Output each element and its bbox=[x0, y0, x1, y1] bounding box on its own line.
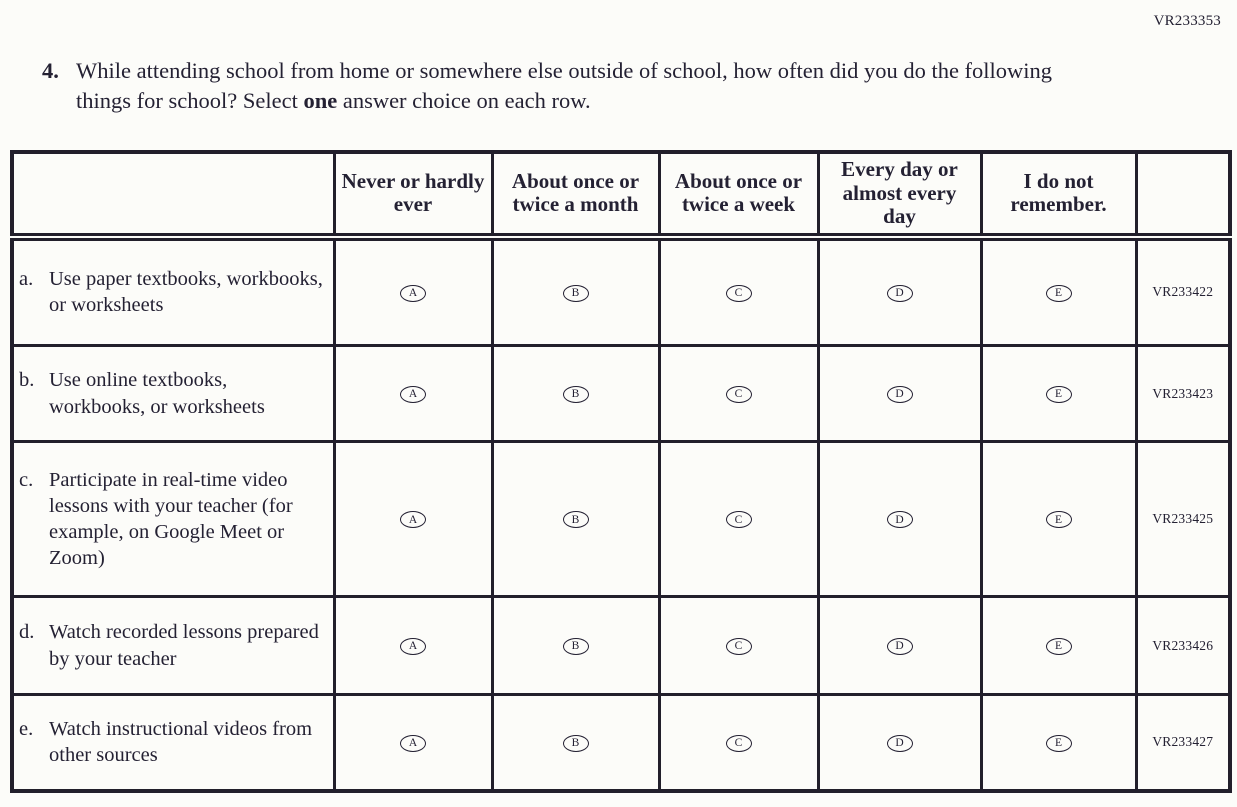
table-row bbox=[12, 597, 1230, 695]
answer-bubble-b[interactable]: B bbox=[563, 735, 589, 752]
answer-bubble-d[interactable]: D bbox=[887, 285, 913, 302]
option-cell bbox=[981, 597, 1136, 695]
option-cell bbox=[818, 597, 981, 695]
question-number: 4. bbox=[42, 58, 59, 83]
header-once-twice-week: About once or twice a week bbox=[659, 152, 818, 237]
header-once-twice-month: About once or twice a month bbox=[492, 152, 659, 237]
matrix-body bbox=[12, 237, 1230, 791]
option-cell bbox=[492, 346, 659, 442]
row-variable-code: VR233426 bbox=[1136, 597, 1230, 695]
answer-bubble-c[interactable]: C bbox=[726, 511, 752, 528]
row-variable-code: VR233427 bbox=[1136, 695, 1230, 791]
answer-bubble-e[interactable]: E bbox=[1046, 511, 1072, 528]
answer-bubble-d[interactable]: D bbox=[887, 386, 913, 403]
question-text bbox=[76, 56, 1112, 117]
option-cell bbox=[334, 237, 492, 346]
question-bold-word: one bbox=[303, 88, 338, 114]
row-label-cell bbox=[12, 237, 334, 346]
answer-bubble-c[interactable]: C bbox=[726, 638, 752, 655]
answer-bubble-c[interactable]: C bbox=[726, 386, 752, 403]
answer-bubble-a[interactable]: A bbox=[400, 285, 426, 302]
option-cell bbox=[492, 695, 659, 791]
option-cell bbox=[334, 695, 492, 791]
option-cell bbox=[334, 597, 492, 695]
answer-bubble-a[interactable]: A bbox=[400, 511, 426, 528]
header-never-or-hardly-ever: Never or hardly ever bbox=[334, 152, 492, 237]
option-cell bbox=[659, 695, 818, 791]
header-every-day: Every day or almost every day bbox=[818, 152, 981, 237]
row-label-text: Use online textbooks, workbooks, or worksheets bbox=[49, 369, 265, 418]
answer-bubble-b[interactable]: B bbox=[563, 285, 589, 302]
table-row bbox=[12, 237, 1230, 346]
row-label-text: Watch recorded lessons prepared by your teacher bbox=[49, 621, 319, 670]
option-cell bbox=[492, 442, 659, 597]
answer-bubble-e[interactable]: E bbox=[1046, 735, 1072, 752]
answer-bubble-b[interactable]: B bbox=[563, 386, 589, 403]
answer-bubble-d[interactable]: D bbox=[887, 735, 913, 752]
row-label-text: Use paper textbooks, workbooks, or worksheets bbox=[49, 268, 323, 317]
option-cell bbox=[818, 237, 981, 346]
answer-bubble-c[interactable]: C bbox=[726, 285, 752, 302]
option-cell bbox=[334, 442, 492, 597]
header-do-not-remember: I do not remember. bbox=[981, 152, 1136, 237]
row-label-cell bbox=[12, 695, 334, 791]
row-label-cell bbox=[12, 442, 334, 597]
option-cell bbox=[818, 346, 981, 442]
answer-bubble-a[interactable]: A bbox=[400, 735, 426, 752]
row-letter: e. bbox=[19, 718, 34, 741]
row-variable-code: VR233425 bbox=[1136, 442, 1230, 597]
answer-bubble-b[interactable]: B bbox=[563, 511, 589, 528]
option-cell bbox=[981, 695, 1136, 791]
answer-bubble-a[interactable]: A bbox=[400, 638, 426, 655]
row-letter: b. bbox=[19, 369, 35, 392]
option-cell bbox=[659, 442, 818, 597]
row-letter: c. bbox=[19, 468, 34, 491]
table-row bbox=[12, 695, 1230, 791]
answer-matrix-table bbox=[10, 150, 1232, 793]
option-cell bbox=[334, 346, 492, 442]
option-cell bbox=[981, 442, 1136, 597]
question-text-after: answer choice on each row. bbox=[337, 88, 591, 114]
answer-bubble-c[interactable]: C bbox=[726, 735, 752, 752]
option-cell bbox=[492, 597, 659, 695]
option-cell bbox=[981, 346, 1136, 442]
option-cell bbox=[492, 237, 659, 346]
row-variable-code: VR233423 bbox=[1136, 346, 1230, 442]
row-letter: d. bbox=[19, 621, 35, 644]
header-empty-left bbox=[12, 152, 334, 237]
option-cell bbox=[981, 237, 1136, 346]
answer-bubble-d[interactable]: D bbox=[887, 638, 913, 655]
row-letter: a. bbox=[19, 268, 34, 291]
answer-bubble-e[interactable]: E bbox=[1046, 638, 1072, 655]
page-form-code: VR233353 bbox=[1153, 13, 1221, 29]
option-cell bbox=[818, 442, 981, 597]
answer-bubble-d[interactable]: D bbox=[887, 511, 913, 528]
row-variable-code: VR233422 bbox=[1136, 237, 1230, 346]
matrix-header bbox=[12, 152, 1230, 237]
answer-bubble-e[interactable]: E bbox=[1046, 285, 1072, 302]
question-block bbox=[42, 56, 1112, 117]
table-row bbox=[12, 442, 1230, 597]
answer-bubble-e[interactable]: E bbox=[1046, 386, 1072, 403]
question-text-before: While attending school from home or somewhere else outside of school, how often did you do the following things for school? Select bbox=[76, 58, 1053, 114]
option-cell bbox=[659, 237, 818, 346]
row-label-cell bbox=[12, 597, 334, 695]
header-empty-right bbox=[1136, 152, 1230, 237]
option-cell bbox=[659, 346, 818, 442]
row-label-text: Participate in real-time video lessons with your teacher (for example, on Google Meet or Zoom) bbox=[49, 468, 293, 570]
row-label-cell bbox=[12, 346, 334, 442]
row-label-text: Watch instructional videos from other sources bbox=[49, 718, 313, 767]
option-cell bbox=[659, 597, 818, 695]
table-row bbox=[12, 346, 1230, 442]
answer-bubble-b[interactable]: B bbox=[563, 638, 589, 655]
answer-bubble-a[interactable]: A bbox=[400, 386, 426, 403]
option-cell bbox=[818, 695, 981, 791]
